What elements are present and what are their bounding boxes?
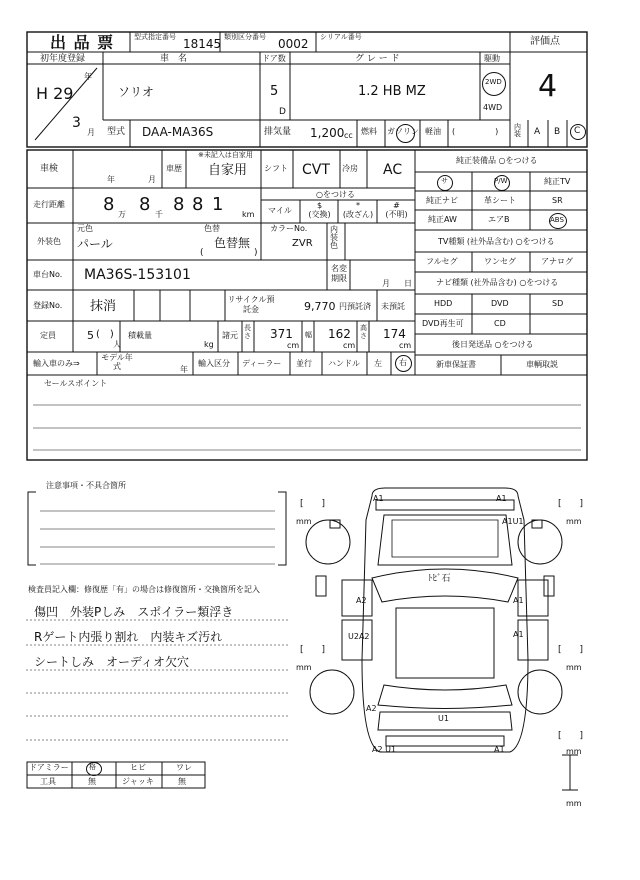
later-manual: 車輌取説 — [526, 360, 558, 369]
inspection-label: 車検 — [40, 164, 59, 174]
equip-ac: サ — [441, 177, 448, 185]
mileage-digit-1: 8 — [103, 194, 115, 215]
mileage-opt-tampered: * (改ざん) — [342, 201, 374, 219]
displacement-unit: cc — [344, 131, 353, 140]
dims-label: 諸元 — [222, 331, 238, 340]
mm-bracket-mr: [ ] — [558, 645, 584, 655]
import-type-label: 輸入区分 — [198, 359, 230, 368]
history-label: 車歴 — [166, 164, 182, 173]
model-value: DAA-MA36S — [142, 125, 214, 139]
ext-color-label: 外装色 — [37, 237, 61, 246]
mileage-opt-mile: マイル — [268, 206, 292, 215]
drive-label: 駆動 — [484, 54, 500, 63]
mm-ml: mm — [296, 663, 312, 672]
shift-value: CVT — [302, 162, 330, 178]
serial-label: シリアル番号 — [320, 33, 362, 41]
interior-grade-b: B — [554, 127, 561, 137]
jack-label: ジャッキ — [122, 777, 154, 786]
diag-label-rear-bumper-left: A2 U1 — [372, 745, 397, 754]
mileage-circle-note: ○をつける — [316, 190, 355, 199]
first-reg-month: 3 — [72, 115, 81, 131]
grade-value: 1.2 HB MZ — [358, 84, 426, 99]
displacement-value: 1,200 — [310, 126, 345, 140]
tools-value: 無 — [88, 777, 96, 786]
displacement-label: 排気量 — [264, 127, 292, 137]
equip-abs: ABS — [550, 216, 564, 224]
fuel-label: 燃料 — [361, 127, 377, 136]
handle-left: 左 — [374, 359, 382, 368]
length-label: 長さ — [244, 324, 251, 340]
car-diagram — [306, 488, 578, 790]
recycle-amount: 9,770 — [304, 300, 336, 313]
equipment-title: 純正装備品 ○をつける — [456, 156, 538, 165]
diag-label-left-front-door: A2 — [356, 596, 367, 605]
capacity-value: 5 — [87, 329, 94, 342]
grade-label: グ レ ー ド — [355, 54, 400, 64]
orig-color: パール — [77, 237, 113, 251]
equip-navi: 純正ナビ — [426, 196, 458, 205]
diag-label-right-front-door: A1 — [513, 596, 524, 605]
color-change-label: 色替 — [204, 224, 220, 233]
capacity-unit: 人 — [113, 340, 121, 349]
tools-label: 工具 — [40, 777, 56, 786]
rename-label: 名変期限 — [331, 264, 347, 283]
note-line-1: 傷凹 外装Pしみ スポイラー類浮き — [34, 605, 234, 619]
mileage-digit-3: 8 — [173, 194, 185, 215]
color-change: 色替無 — [214, 236, 251, 250]
orig-color-label: 元色 — [77, 224, 93, 233]
equip-sr: SR — [552, 196, 563, 205]
navi-title: ナビ種類 (社外品含む) ○をつける — [436, 278, 559, 287]
interior-label: 内装 — [514, 123, 521, 138]
crack-label: ヒビ — [130, 763, 146, 772]
length-value: 371 — [270, 327, 293, 341]
jack-value: 無 — [178, 777, 186, 786]
rename-month: 月 — [382, 279, 390, 288]
width-label: 幅 — [305, 331, 312, 339]
mileage-opt-unknown: # (不明) — [385, 201, 408, 219]
capacity-label: 定員 — [40, 331, 56, 340]
mm-bottom: mm — [566, 799, 582, 808]
recycle-unpaid: 未預託 — [381, 302, 405, 311]
car-name-label: 車 名 — [160, 54, 188, 64]
model-year-label: モデル年式 — [101, 353, 133, 371]
recycle-label: リサイクル預託金 — [227, 295, 275, 314]
mm-bracket-ml: [ ] — [300, 645, 326, 655]
doors-value: 5 — [270, 84, 279, 99]
drive-4wd: 4WD — [483, 103, 503, 112]
color-change-paren-close: ) — [254, 248, 258, 258]
import-dealer: ディーラー — [242, 359, 282, 368]
score-label: 評価点 — [530, 36, 560, 47]
diag-label-right-rear-door: A1 — [513, 630, 524, 639]
diag-label-front-fender: A1U1 — [502, 517, 524, 526]
fuel-light-oil: 軽油 — [425, 127, 441, 136]
rename-day: 日 — [404, 279, 412, 288]
fuel-other: ( ) — [452, 127, 499, 136]
model-year-unit: 年 — [180, 365, 188, 374]
handle-label: ハンドル — [328, 359, 360, 368]
import-parallel: 並行 — [296, 359, 312, 368]
fuel-gasoline: ガソリン — [387, 127, 419, 136]
ac-value: AC — [383, 162, 403, 178]
type-designation-label: 型式指定番号 — [134, 33, 176, 41]
inspector-note: 検査員記入欄：修復歴「有」の場合は修復箇所・交換箇所を記入 — [28, 585, 260, 594]
doors-label: ドア数 — [262, 54, 286, 63]
mm-bracket-br: [ ] — [558, 731, 584, 741]
tv-oneseg: ワンセグ — [484, 257, 516, 266]
color-change-paren: ( — [200, 248, 204, 258]
door-type: D — [279, 107, 286, 117]
diag-label-front-right: A1 — [496, 494, 507, 503]
equip-airbag: エアB — [488, 215, 510, 224]
history-note: ※未記入は自家用 — [198, 151, 253, 159]
tv-analog: アナログ — [541, 257, 573, 266]
diag-label-rear-left: A2 — [366, 704, 377, 713]
score-value: 4 — [538, 69, 558, 104]
door-mirror-label: ドアミラー — [29, 763, 69, 772]
inspection-month: 月 — [148, 175, 156, 184]
cd: CD — [494, 319, 506, 328]
model-label: 型式 — [107, 127, 126, 137]
category-no: 0002 — [278, 37, 309, 51]
reg-no-label: 登録No. — [33, 301, 63, 310]
capacity-paren: ( ) — [96, 329, 114, 340]
later-title: 後日発送品 ○をつける — [452, 340, 534, 349]
mileage-label: 走行距離 — [33, 200, 65, 209]
diag-label-left-rear-door: U2A2 — [348, 632, 370, 641]
navi-dvd: DVD — [491, 299, 509, 308]
form-title: 出 品 票 — [50, 33, 115, 52]
import-label: 輸入車のみ⇒ — [33, 359, 80, 368]
load-label: 積載量 — [128, 331, 152, 340]
inspection-year: 年 — [107, 175, 115, 184]
diag-label-rear-window: U1 — [438, 714, 449, 723]
mm-tl: mm — [296, 517, 312, 526]
interior-grade-a: A — [534, 127, 541, 137]
mileage-digit-5: 1 — [212, 194, 224, 215]
equip-leather: 革シート — [484, 196, 516, 205]
reg-no: 抹消 — [90, 299, 117, 314]
width-value: 162 — [328, 327, 351, 341]
diag-label-front-left: A1 — [373, 494, 384, 503]
height-unit: cm — [399, 341, 412, 350]
mileage-digit-2: 8 — [139, 194, 151, 215]
history-value: 自家用 — [208, 163, 248, 178]
sales-point-label: セールスポイント — [44, 379, 108, 388]
chassis-label: 車台No. — [33, 270, 63, 279]
first-reg-label: 初年度登録 — [40, 54, 86, 64]
int-color-label: 内装色 — [330, 225, 338, 250]
equip-tv: 純正TV — [544, 177, 571, 186]
mileage-opt-exchange: $ (交換) — [308, 201, 331, 219]
color-no-label: カラーNo. — [270, 224, 308, 233]
notes-title: 注意事項・不具合箇所 — [46, 481, 126, 490]
interior-grade-c: C — [574, 126, 581, 136]
chassis-no: MA36S-153101 — [84, 267, 191, 283]
ac-label: 冷房 — [342, 164, 358, 173]
later-warranty: 新車保証書 — [436, 360, 476, 369]
equip-aw: 純正AW — [428, 215, 457, 224]
mm-bracket-tl: [ ] — [300, 499, 326, 509]
recycle-unit: 円預託済 — [339, 302, 371, 311]
diag-label-windshield: ﾄﾋﾞ石 — [428, 574, 451, 584]
height-value: 174 — [383, 327, 406, 341]
dvd-playable: DVD再生可 — [422, 319, 464, 328]
tv-fullseg: フルセグ — [426, 257, 458, 266]
navi-sd: SD — [552, 299, 564, 308]
mileage-digit-4: 8 — [192, 194, 204, 215]
drive-2wd: 2WD — [485, 78, 502, 86]
equip-pw: P/W — [494, 177, 508, 185]
note-line-3: シートしみ オーディオ欠穴 — [34, 655, 190, 669]
mileage-unit: km — [242, 210, 255, 219]
mm-bracket-tr: [ ] — [558, 499, 584, 509]
category-label: 類別区分番号 — [224, 33, 266, 41]
mm-mr: mm — [566, 663, 582, 672]
navi-hdd: HDD — [434, 299, 453, 308]
month-suffix: 月 — [87, 128, 95, 137]
height-label: 高さ — [360, 324, 367, 340]
tv-title: TV種類 (社外品含む) ○をつける — [438, 237, 555, 246]
mm-tr: mm — [566, 517, 582, 526]
diag-label-rear-bumper-right: A1 — [494, 745, 505, 754]
year-suffix: 年 — [84, 72, 92, 81]
length-unit: cm — [287, 341, 300, 350]
first-reg-era: H 29 — [36, 84, 74, 103]
shift-label: シフト — [264, 164, 288, 173]
mileage-sen: 千 — [155, 210, 163, 219]
break-label: ワレ — [176, 763, 192, 772]
color-no: ZVR — [292, 238, 313, 249]
mileage-man: 万 — [118, 210, 126, 219]
load-unit: kg — [204, 340, 214, 349]
mm-br: mm — [566, 747, 582, 756]
type-designation-no: 18145 — [183, 37, 222, 51]
note-line-2: Rゲート内張り割れ 内装キズ汚れ — [34, 630, 223, 644]
width-unit: cm — [343, 341, 356, 350]
handle-right: 右 — [399, 358, 407, 367]
door-mirror-value: 格 — [89, 763, 96, 771]
car-name: ソリオ — [118, 85, 154, 99]
